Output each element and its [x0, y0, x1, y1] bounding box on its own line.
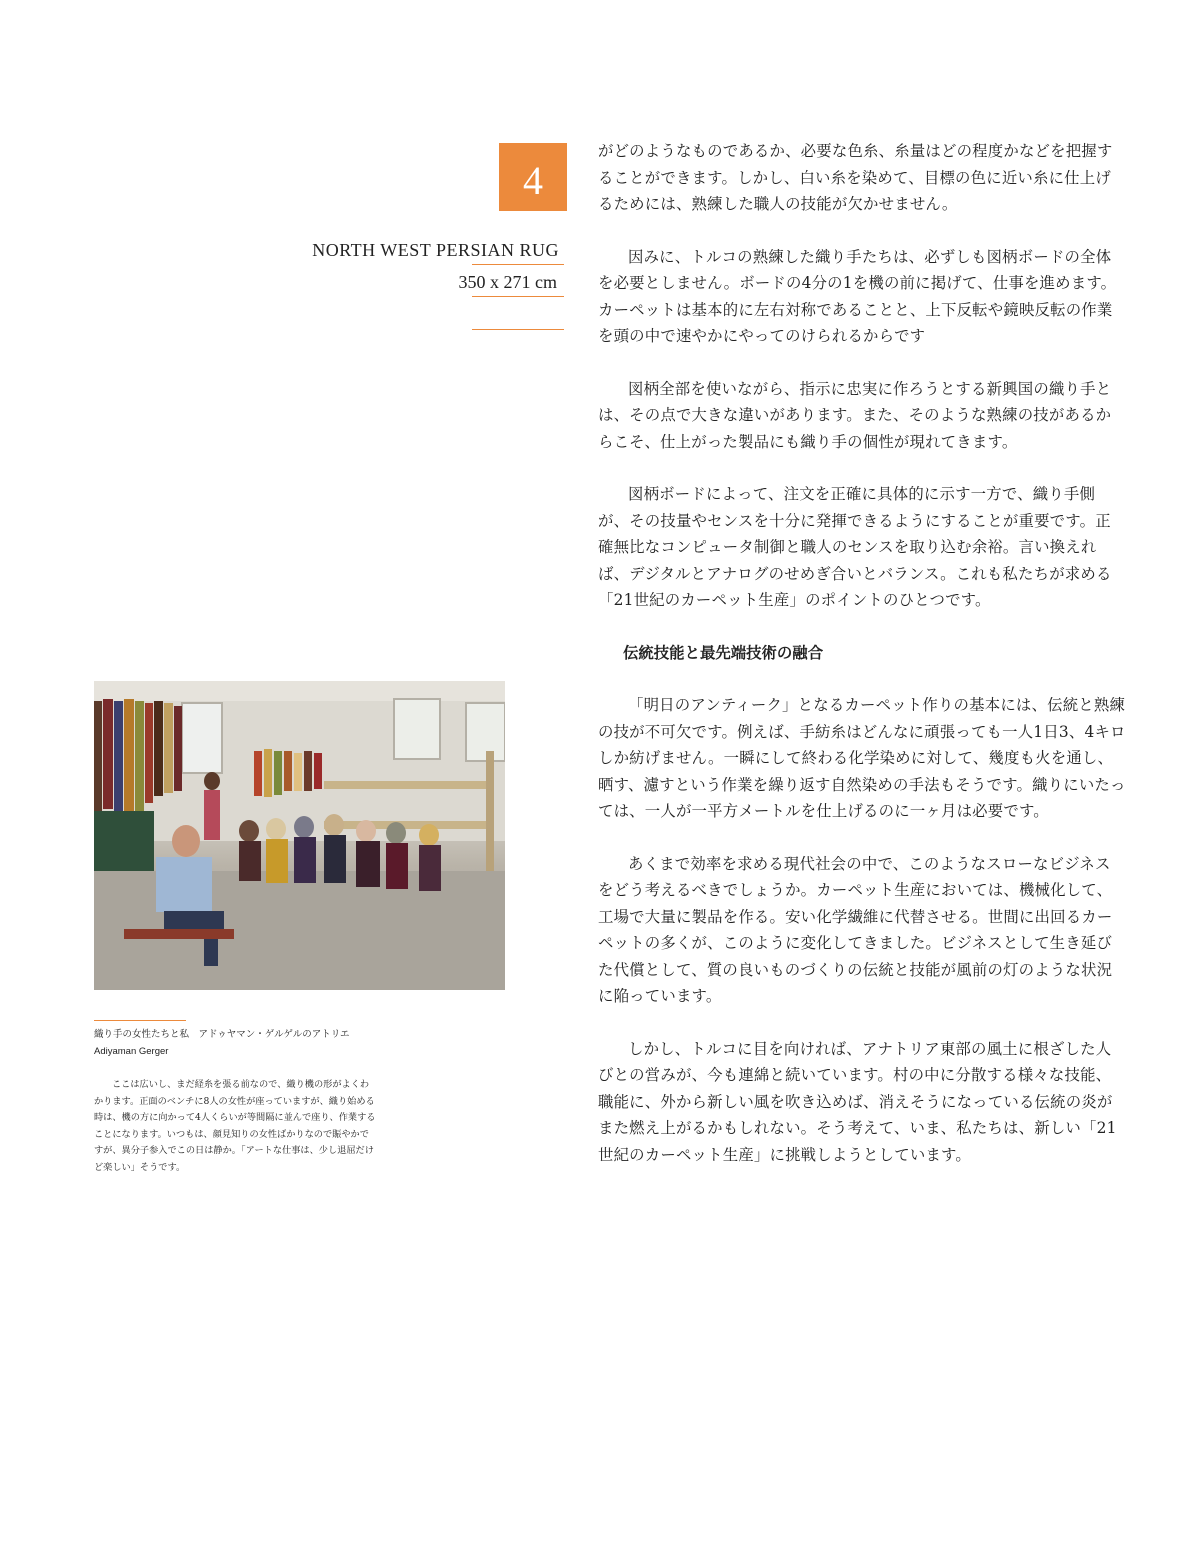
rug-size: 350 x 271 cm: [458, 272, 557, 292]
article-paragraph: 「明日のアンティーク」となるカーペット作りの基本には、伝統と熟練の技が不可欠です。例えば、手紡糸はどんなに頑張っても一人1日3、4キロしか紡げません。一瞬にして終わる化学染めに対して、幾度も火を通し、晒す、濾すという作業を繰り返す自然染めの手法もそうです。織りにいたっては、一人が一平方メートルを仕上げるのに一ヶ月は必要です。: [598, 696, 1126, 820]
divider: [472, 329, 564, 330]
section-heading: 伝統技能と最先端技術の融合: [623, 643, 824, 662]
divider: [472, 264, 564, 265]
article-paragraph: あくまで効率を求める現代社会の中で、このようなスローなビジネスをどう考えるべきでしょうか。カーペット生産においては、機械化して、工場で大量に製品を作る。安い化学繊維に代替させる。世間に出回るカーペットの多くが、このように変化してきました。ビジネスとして生き延びた代償として、質の良いものづくりの伝統と技能が風前の灯のような状況に陥っています。: [598, 854, 1113, 1005]
workshop-photo: [94, 681, 505, 990]
article-paragraph: しかし、トルコに目を向ければ、アナトリア東部の風土に根ざした人びとの営みが、今も連綿と続いています。村の中に分散する様々な技能、職能に、外から新しい風を吹き込めば、消えそうになっている伝統の炎がまた燃え上がるかもしれない。そう考えて、いま、私たちは、新しい「21世紀のカーペット生産」に挑戦しようとしています。: [598, 1039, 1117, 1164]
divider: [472, 296, 564, 297]
article-paragraph: 図柄ボードによって、注文を正確に具体的に示す一方で、織り手側が、その技量やセンスを十分に発揮できるようにすることが重要です。正確無比なコンピュータ制御と職人のセンスを取り込む余裕。言い換えれば、デジタルとアナログのせめぎ合いとバランス。これも私たちが求める「21世紀のカーペット生産」のポイントのひとつです。: [598, 485, 1112, 609]
article-paragraph: がどのようなものであるか、必要な色糸、糸量はどの程度かなどを把握することができます。しかし、白い糸を染めて、目標の色に近い糸に仕上げるためには、熟練した職人の技能が欠かせません。: [598, 142, 1113, 213]
page-number-badge: [499, 143, 567, 211]
photo-caption-title: 織り手の女性たちと私 アドゥヤマン・ゲルゲルのアトリエ: [94, 1029, 350, 1040]
workshop-photo-illustration: [94, 681, 505, 990]
caption-divider: [94, 1020, 186, 1021]
article-body: [598, 138, 1126, 1168]
photo-caption-body: ここは広いし、まだ経糸を張る前なので、織り機の形がよくわかります。正面のベンチに8人の女性が座っていますが、織り始める時は、機の方に向かって4人くらいが等間隔に並んで座り、作業することになります。いつもは、顔見知りの女性ばかりなので賑やかですが、異分子参入でこの日は静か。「アートな仕事は、少し退屈だけど楽しい」そうです。: [94, 1079, 376, 1173]
photo-caption-location: Adiyaman Gerger: [94, 1046, 169, 1057]
article-paragraph: 因みに、トルコの熟練した織り手たちは、必ずしも図柄ボードの全体を必要としません。ボードの4分の1を機の前に掲げて、仕事を進めます。カーペットは基本的に左右対称であることと、上下反転や鏡映反転の作業を頭の中で速やかにやってのけられるからです: [598, 247, 1117, 345]
page-number: 4: [523, 158, 543, 203]
rug-name: NORTH WEST PERSIAN RUG: [312, 240, 559, 260]
article-paragraph: 図柄全部を使いながら、指示に忠実に作ろうとする新興国の織り手とは、その点で大きな違いがあります。また、そのような熟練の技があるからこそ、仕上がった製品にも織り手の個性が現れてきます。: [598, 379, 1112, 451]
